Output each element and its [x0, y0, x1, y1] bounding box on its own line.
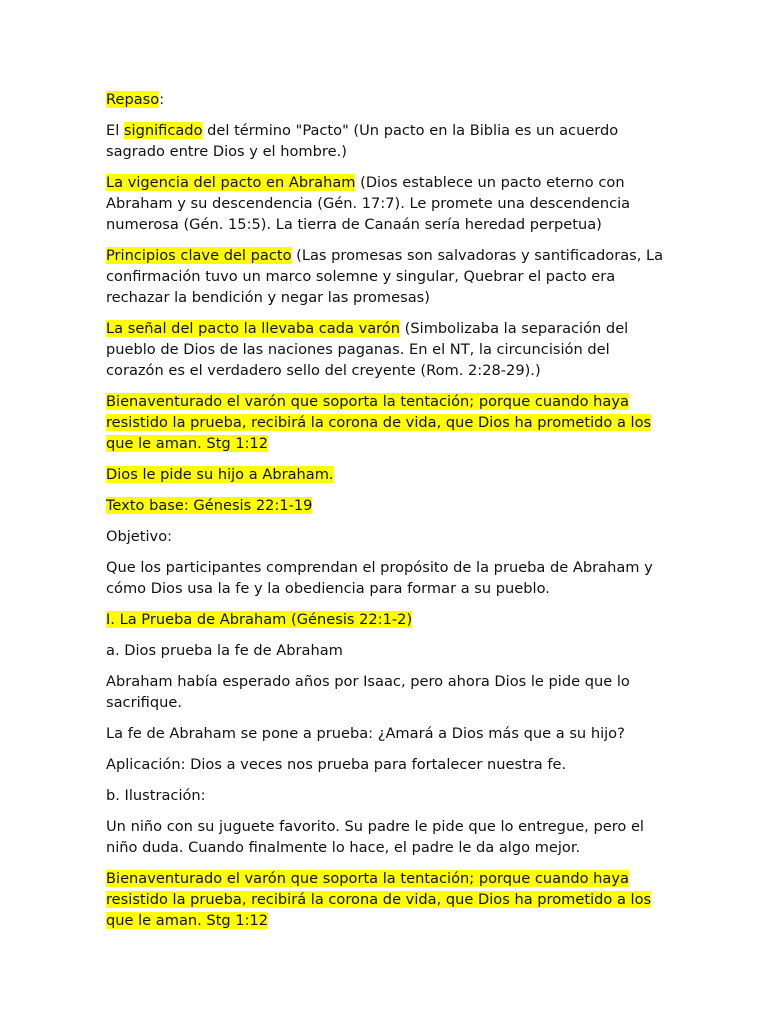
paragraph: [106, 868, 666, 931]
text-run: b. Ilustración:: [106, 787, 206, 804]
paragraph: [106, 495, 666, 516]
highlighted-text: significado: [123, 122, 203, 139]
text-run: Objetivo:: [106, 528, 173, 545]
text-run: (Simbolizaba la separación del pueblo de Dios de las naciones paganas. En el NT, la circuncisión del corazón es el verdadero sello del creyente (Rom. 2:28-29).): [106, 320, 629, 379]
paragraph: [106, 89, 666, 110]
highlighted-text: Texto base: Génesis 22:1-19: [106, 497, 313, 514]
text-run: (Dios establece un pacto eterno con Abraham y su descendencia (Gén. 17:7). Le promete una descendencia numerosa (Gén. 15:5). La tierra de Canaán sería heredad perpetua): [106, 174, 631, 233]
highlighted-text: Repaso: [106, 91, 160, 108]
highlighted-text: La vigencia del pacto en Abraham: [106, 174, 356, 191]
text-run: Abraham había esperado años por Isaac, pero ahora Dios le pide que lo sacrifique.: [106, 673, 630, 711]
text-run: Un niño con su juguete favorito. Su padre le pide que lo entregue, pero el niño duda. Cuando finalmente lo hace, el padre le da algo mejor.: [106, 818, 644, 856]
paragraph: [106, 785, 666, 806]
text-run: (Las promesas son salvadoras y santificadoras, La confirmación tuvo un marco solemne y singular, Quebrar el pacto era rechazar la bendición y negar las promesas): [106, 247, 664, 306]
text-run: Que los participantes comprendan el propósito de la prueba de Abraham y cómo Dios usa la fe y la obediencia para formar a su pueblo.: [106, 559, 653, 597]
text-run: Aplicación: Dios a veces nos prueba para fortalecer nuestra fe.: [106, 756, 567, 773]
paragraph: [106, 816, 666, 858]
paragraph: [106, 120, 666, 162]
highlighted-text: Bienaventurado el varón que soporta la tentación; porque cuando haya resistido la prueba, recibirá la corona de vida, que Dios ha prometido a los que le aman. Stg 1:12: [106, 393, 652, 452]
text-run: La fe de Abraham se pone a prueba: ¿Amará a Dios más que a su hijo?: [106, 725, 625, 742]
paragraph: [106, 671, 666, 713]
highlighted-text: Principios clave del pacto: [106, 247, 292, 264]
highlighted-text: La señal del pacto la llevaba cada varón: [106, 320, 401, 337]
paragraph: [106, 609, 666, 630]
paragraph: [106, 464, 666, 485]
highlighted-text: Dios le pide su hijo a Abraham.: [106, 466, 334, 483]
paragraph: [106, 318, 666, 381]
paragraph: [106, 754, 666, 775]
text-run: El: [106, 122, 124, 139]
document-page: [106, 89, 666, 941]
paragraph: [106, 557, 666, 599]
highlighted-text: I. La Prueba de Abraham (Génesis 22:1-2): [106, 611, 413, 628]
highlighted-text: Bienaventurado el varón que soporta la tentación; porque cuando haya resistido la prueba, recibirá la corona de vida, que Dios ha prometido a los que le aman. Stg 1:12: [106, 870, 652, 929]
text-run: del término "Pacto" (Un pacto en la Biblia es un acuerdo sagrado entre Dios y el hombre.): [106, 122, 619, 160]
paragraph: [106, 526, 666, 547]
paragraph: [106, 723, 666, 744]
paragraph: [106, 391, 666, 454]
text-run: :: [159, 91, 165, 108]
paragraph: [106, 640, 666, 661]
paragraph: [106, 245, 666, 308]
paragraph: [106, 172, 666, 235]
text-run: a. Dios prueba la fe de Abraham: [106, 642, 343, 659]
